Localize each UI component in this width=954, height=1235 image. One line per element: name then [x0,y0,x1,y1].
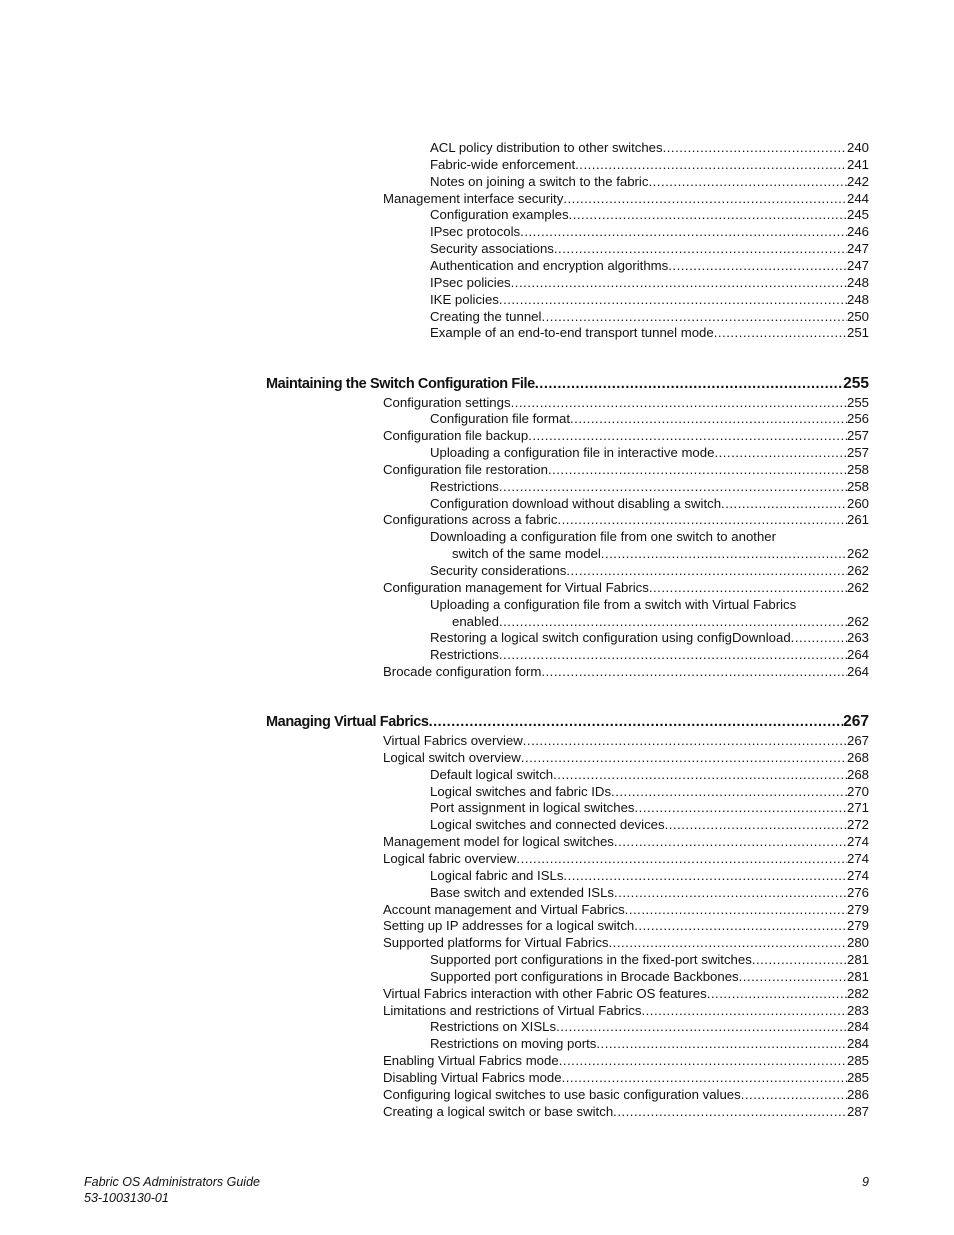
toc-page-number: 285 [846,1053,869,1069]
dot-leader [559,1052,847,1069]
dot-leader [752,951,847,968]
toc-entry[interactable] [430,495,869,512]
toc-page-number: 251 [846,325,869,341]
toc-entry-title: Configuration file backup [383,428,529,444]
dot-leader [609,934,847,951]
toc-page-number: 244 [846,190,869,206]
toc-entry[interactable] [383,732,869,749]
toc-entry[interactable] [383,749,869,766]
toc-entry[interactable] [430,156,869,173]
toc-page-number: 267 [843,713,869,730]
toc-page-number: 264 [846,647,869,663]
toc-entry-title: Restrictions on moving ports [430,1036,597,1052]
dot-leader [557,511,847,528]
toc-entry[interactable] [430,173,869,190]
toc-entry[interactable] [383,850,869,867]
toc-entry-title: Creating a logical switch or base switch [383,1103,614,1119]
dot-leader [553,766,847,783]
toc-entry-title: Configuration examples [430,207,569,223]
toc-entry[interactable] [383,917,869,934]
dot-leader [562,1069,847,1086]
toc-entry-title: Base switch and extended ISLs [430,884,615,900]
toc-entry[interactable] [383,1069,869,1086]
toc-entry[interactable] [383,1052,869,1069]
toc-page-number: 256 [846,411,869,427]
dot-leader [548,461,847,478]
toc-entry-title: enabled [452,613,499,629]
dot-leader [714,324,847,341]
toc-page-number: 246 [846,224,869,240]
toc-entry-title: Notes on joining a switch to the fabric [430,173,649,189]
toc-page-number: 279 [846,901,869,917]
toc-entry-title: Restrictions [430,478,499,494]
toc-entry[interactable] [430,223,869,240]
footer-page-number: 9 [862,1175,869,1189]
toc-entry-title: IPsec protocols [430,224,521,240]
footer-document-info [84,1174,260,1206]
dot-leader [601,545,847,562]
toc-page-number: 247 [846,257,869,273]
toc-page-number: 274 [846,867,869,883]
toc-entry-title: Example of an end-to-end transport tunnel mode [430,325,714,341]
toc-entry[interactable] [383,427,869,444]
toc-page-number: 242 [846,173,869,189]
toc-entry[interactable] [430,1018,869,1035]
toc-entry[interactable] [430,766,869,783]
toc-entry-title: IKE policies [430,291,499,307]
toc-entry-title: Restoring a logical switch configuration using configDownload [430,630,791,646]
toc-page-number: 261 [846,512,869,528]
toc-page-number: 258 [846,478,869,494]
toc-page-number: 248 [846,274,869,290]
toc-entry[interactable] [430,291,869,308]
toc-entry[interactable] [430,816,869,833]
toc-entry[interactable] [383,1086,869,1103]
dot-leader [634,917,847,934]
toc-entry-title: Limitations and restrictions of Virtual Fabrics [383,1002,642,1018]
dot-leader [511,274,847,291]
dot-leader [563,190,847,207]
toc-page-number: 284 [846,1019,869,1035]
dot-leader [499,646,847,663]
toc-page-number: 248 [846,291,869,307]
dot-leader [721,495,847,512]
toc-page-number: 267 [846,733,869,748]
dot-leader [511,394,847,411]
toc-entry-title: Port assignment in logical switches [430,800,635,816]
toc-entry-title: Authentication and encryption algorithms [430,257,669,273]
dot-leader [635,799,847,816]
toc-entry[interactable] [430,884,869,901]
dot-leader [596,1035,847,1052]
toc-entry-title: Configuration settings [383,394,511,410]
dot-leader [566,562,847,579]
toc-entry-title: Virtual Fabrics interaction with other Fabric OS features [383,985,707,1001]
toc-page-number: 274 [846,834,869,850]
toc-entry-title: Restrictions on XISLs [430,1019,557,1035]
toc-entry[interactable] [383,663,869,680]
toc-page-number: 250 [846,308,869,324]
toc-entry-title: Management interface security [383,190,564,206]
toc-page-number: 280 [846,935,869,951]
toc-entry[interactable] [430,646,869,663]
dot-leader [714,444,847,461]
dot-leader [649,579,847,596]
dot-leader [569,206,847,223]
toc-entry-title: Logical switches and connected devices [430,817,665,833]
toc-entry[interactable] [383,511,869,528]
toc-page-number: 258 [846,461,869,477]
toc-entry-title: Disabling Virtual Fabrics mode [383,1070,562,1085]
toc-page-number: 279 [846,918,869,934]
toc-entry[interactable] [383,985,869,1002]
toc-entry[interactable] [430,783,869,800]
toc-page-number: 286 [846,1086,869,1102]
toc-entry-title: Configuration file restoration [383,461,548,477]
footer-doc-number: 53-1003130-01 [84,1191,169,1205]
footer-title: Fabric OS Administrators Guide [84,1175,260,1189]
dot-leader [613,1103,847,1120]
toc-entry[interactable] [430,951,869,968]
toc-page-number: 247 [846,241,869,257]
toc-entry[interactable] [452,545,869,562]
toc-entry-title: Account management and Virtual Fabrics [383,901,625,917]
toc-entry[interactable] [430,867,869,884]
dot-leader [575,156,847,173]
toc-page-number: 264 [846,664,869,680]
dot-leader [556,1018,847,1035]
dot-leader [541,663,847,680]
dot-leader [739,968,847,985]
dot-leader [625,901,847,918]
toc-entry[interactable] [430,206,869,223]
toc-entry[interactable] [430,444,869,461]
toc-page-number: 260 [846,495,869,511]
toc-entry[interactable] [430,274,869,291]
dot-leader [668,257,847,274]
toc-page-number: 240 [846,140,869,155]
dot-leader [516,850,847,867]
toc-entry[interactable] [452,613,869,630]
toc-entry[interactable] [430,308,869,325]
toc-page-number: 262 [846,579,869,595]
toc-page-number: 285 [846,1070,869,1085]
dot-leader [554,240,847,257]
dot-leader [429,714,844,731]
toc-entry-title: Logical switch overview [383,749,521,765]
toc-entry-title: Restrictions [430,647,499,663]
toc-entry-title: Configuration management for Virtual Fabrics [383,579,649,595]
toc-entry[interactable] [430,799,869,816]
toc-entry[interactable] [383,901,869,918]
toc-page-number: 257 [846,445,869,461]
toc-entry-title: Supported port configurations in Brocade Backbones [430,968,739,984]
toc-chapter-entry[interactable] [266,375,869,392]
toc-entry[interactable] [430,596,869,613]
dot-leader [614,833,847,850]
toc-entry[interactable] [430,629,869,646]
toc-page-number: 268 [846,749,869,765]
toc-page-number: 284 [846,1036,869,1052]
dot-leader [499,291,847,308]
dot-leader [611,783,847,800]
dot-leader [499,613,847,630]
toc-entry-title: Security associations [430,241,554,257]
toc-page-number: 283 [846,1002,869,1018]
toc-entry[interactable] [430,1035,869,1052]
dot-leader [541,308,847,325]
toc-page-number: 268 [846,766,869,782]
toc-page-number: 245 [846,207,869,223]
toc-entry-title: Enabling Virtual Fabrics mode [383,1053,559,1069]
toc-entry-title: Supported platforms for Virtual Fabrics [383,935,609,951]
toc-page-number: 263 [846,630,869,646]
toc-entry-title: Uploading a configuration file from a switch with Virtual Fabrics [430,596,797,612]
toc-entry[interactable] [383,1103,869,1120]
toc-entry-title: Creating the tunnel [430,308,542,324]
dot-leader [665,816,847,833]
toc-entry-title: Downloading a configuration file from one switch to another [430,529,777,545]
dot-leader [648,173,847,190]
toc-entry[interactable] [383,394,869,411]
toc-entry[interactable] [383,190,869,207]
toc-entry-title: ACL policy distribution to other switches [430,140,663,155]
toc-entry-title: Virtual Fabrics overview [383,733,523,748]
toc-page-number: 287 [846,1103,869,1119]
toc-entry-title: Configuring logical switches to use basic configuration values [383,1086,741,1102]
toc-page-number: 276 [846,884,869,900]
toc-entry[interactable] [430,257,869,274]
toc-page-number: 262 [846,563,869,578]
dot-leader [663,139,847,156]
toc-entry[interactable] [430,478,869,495]
toc-page-number: 281 [846,968,869,984]
toc-page-number: 255 [846,394,869,410]
toc-page-number: 257 [846,428,869,444]
toc-entry-title: Setting up IP addresses for a logical switch [383,918,635,934]
dot-leader [707,985,847,1002]
toc-entry-title: IPsec policies [430,274,511,290]
toc-page-number: 282 [846,985,869,1001]
toc-page-number: 262 [846,546,869,562]
dot-leader [528,427,847,444]
toc-page-number: 274 [846,850,869,866]
dot-leader [641,1002,847,1019]
toc-page-number: 262 [846,613,869,629]
toc-entry[interactable] [430,324,869,341]
toc-entry[interactable] [383,934,869,951]
toc-entry[interactable] [383,833,869,850]
toc-entry-title: switch of the same model [452,546,601,562]
toc-entry[interactable] [430,528,869,545]
toc-chapter-entry[interactable] [266,713,869,730]
toc-page-number: 255 [843,375,869,392]
toc-entry[interactable] [430,562,869,579]
toc-entry-title: Supported port configurations in the fixed-port switches [430,952,752,968]
toc-entry[interactable] [430,240,869,257]
dot-leader [563,867,847,884]
dot-leader [499,478,847,495]
dot-leader [523,732,847,749]
toc-entry[interactable] [383,461,869,478]
dot-leader [521,749,847,766]
dot-leader [535,376,843,393]
toc-entry-title: Management model for logical switches [383,834,614,850]
toc-page-number: 241 [846,156,869,172]
toc-entry[interactable] [430,139,869,156]
toc-entry-title: Security considerations [430,563,567,578]
dot-leader [520,223,847,240]
dot-leader [741,1086,847,1103]
toc-chapter-title: Maintaining the Switch Configuration File [266,376,535,392]
dot-leader [614,884,847,901]
toc-entry[interactable] [430,968,869,985]
toc-page-number: 281 [846,952,869,968]
toc-chapter-title: Managing Virtual Fabrics [266,714,429,730]
toc-entry-title: Logical fabric overview [383,850,517,866]
toc-entry[interactable] [383,579,869,596]
toc-entry-title: Configurations across a fabric [383,512,558,528]
toc-page-number: 272 [846,817,869,833]
toc-page-number: 271 [846,800,869,816]
toc-entry[interactable] [383,1002,869,1019]
toc-entry-title: Default logical switch [430,766,554,782]
toc-entry-title: Configuration file format [430,411,571,427]
dot-leader [570,410,847,427]
toc-entry-title: Brocade configuration form [383,664,542,680]
toc-entry-title: Fabric-wide enforcement [430,156,576,172]
toc-entry[interactable] [430,410,869,427]
toc-page-number: 270 [846,783,869,799]
toc-entry-title: Logical switches and fabric IDs [430,783,612,799]
toc-entry-title: Configuration download without disabling a switch [430,495,722,511]
toc-entry-title: Uploading a configuration file in interactive mode [430,445,715,461]
dot-leader [791,629,847,646]
toc-entry-title: Logical fabric and ISLs [430,867,564,883]
